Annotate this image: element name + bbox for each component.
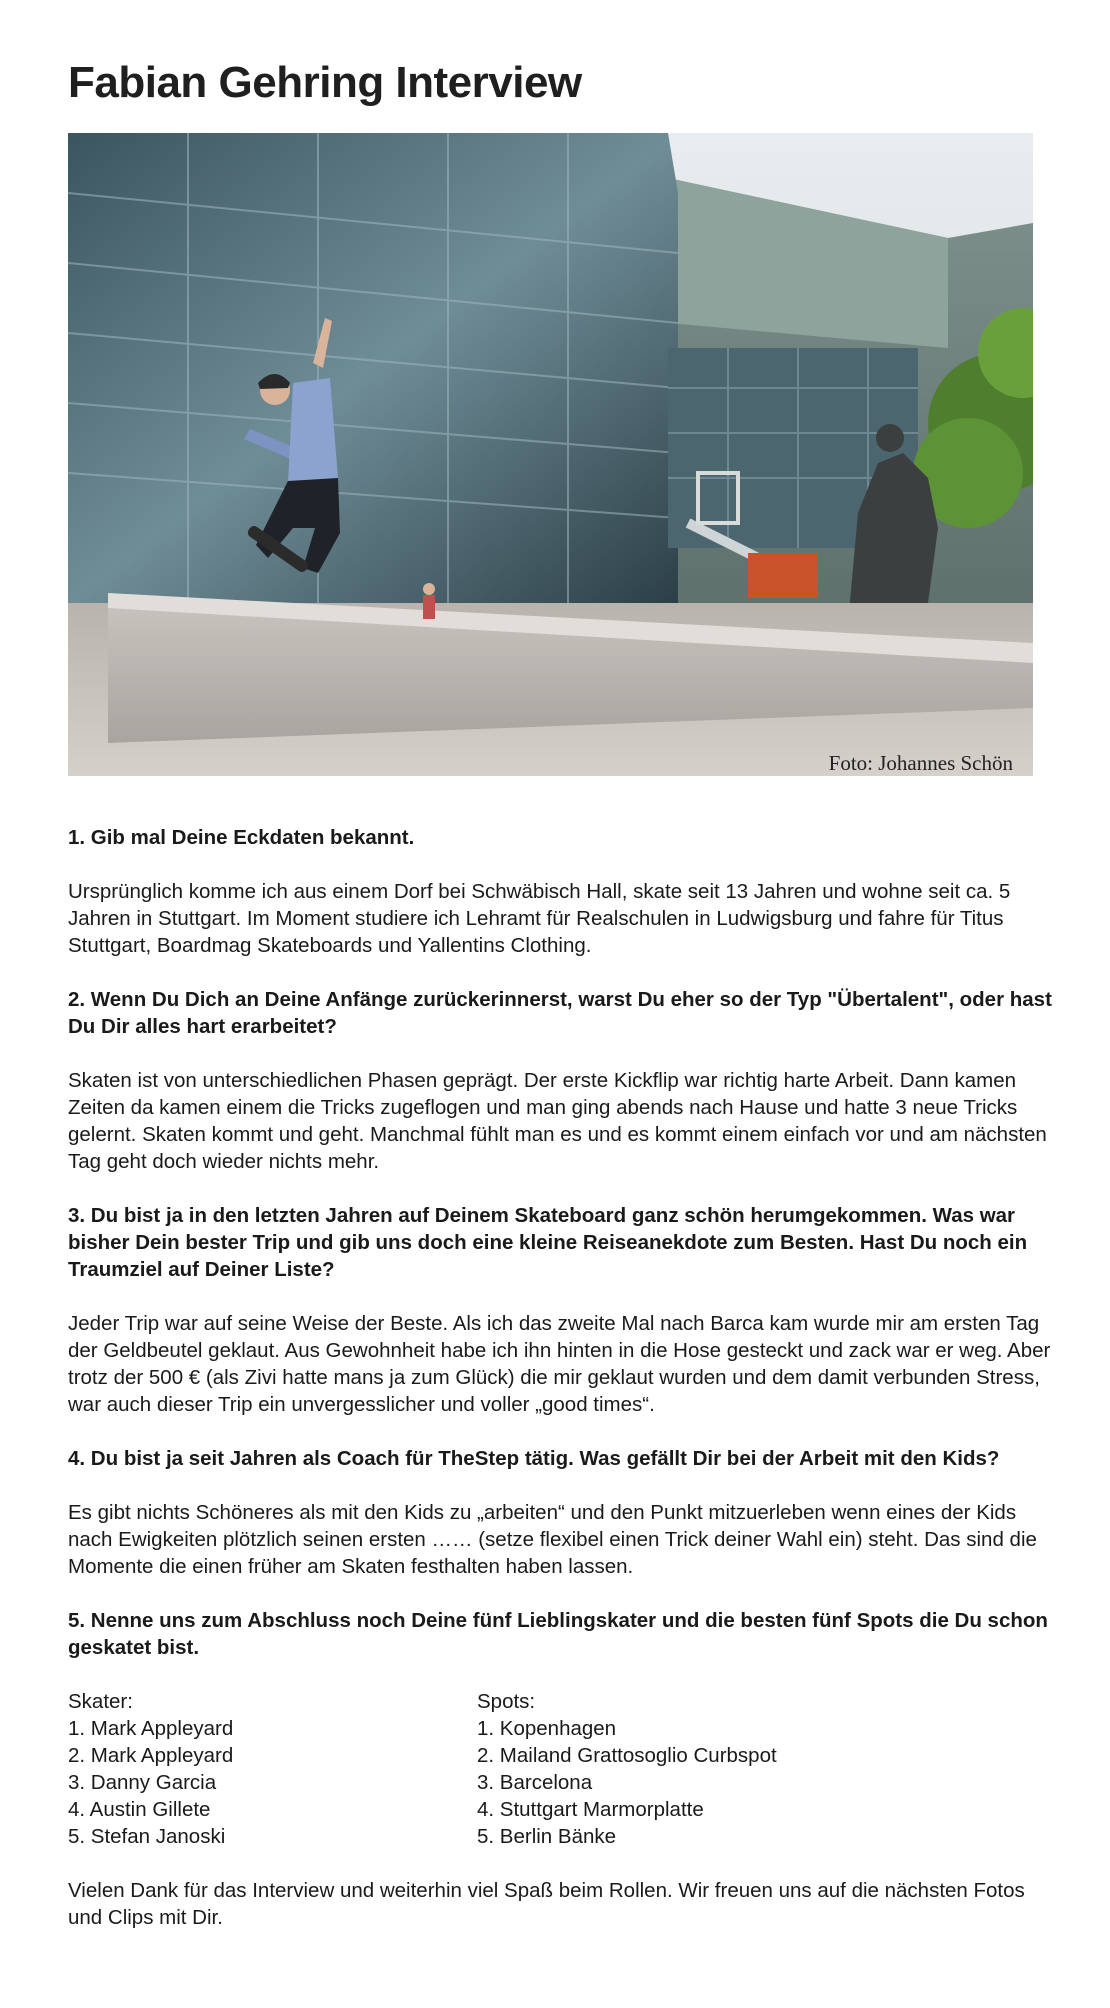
question-4: 4. Du bist ja seit Jahren als Coach für TheStep tätig. Was gefällt Dir bei der Arbeit mit den Kids? — [68, 1447, 1000, 1470]
list-item: 4. Stuttgart Marmorplatte — [477, 1798, 704, 1821]
list-item: 5. Stefan Janoski — [68, 1825, 226, 1848]
list-item: 2. Mark Appleyard — [68, 1744, 234, 1767]
list-item: 5. Berlin Bänke — [477, 1825, 617, 1848]
list-item: 3. Barcelona — [477, 1771, 593, 1794]
spots-list — [477, 1688, 1037, 1850]
list-item: 1. Mark Appleyard — [68, 1717, 234, 1740]
skate-photo — [68, 133, 1033, 776]
list-item: 2. Mailand Grattosoglio Curbspot — [477, 1744, 777, 1767]
answer-3: Jeder Trip war auf seine Weise der Beste. Als ich das zweite Mal nach Barca kam wurde mir am ersten Tag der Geldbeutel geklaut. Aus Gewohnheit habe ich ihn hinten in die Hose gesteckt und zack war er weg. Aber trotz der 500 € (als Zivi hatte mans ja zum Glück) die mir geklaut wurden und dem damit verbunden Stress, war auch dieser Trip ein unvergesslicher und voller „good times“. — [68, 1312, 1051, 1416]
interview-body — [68, 824, 1058, 1958]
question-3: 3. Du bist ja in den letzten Jahren auf Deinem Skateboard ganz schön herumgekommen. Was war bisher Dein bester Trip und gib uns doch eine kleine Reiseanekdote zum Besten. Hast Du noch ein Traumziel auf Deiner Liste? — [68, 1204, 1028, 1281]
question-1: 1. Gib mal Deine Eckdaten bekannt. — [68, 826, 415, 849]
skate-photo-illustration — [68, 133, 1033, 776]
question-2: 2. Wenn Du Dich an Deine Anfänge zurückerinnerst, warst Du eher so der Typ "Übertalent", oder hast Du Dir alles hart erarbeitet? — [68, 988, 1052, 1038]
answer-2: Skaten ist von unterschiedlichen Phasen geprägt. Der erste Kickflip war richtig harte Arbeit. Dann kamen Zeiten da kamen einem die Tricks zugeflogen und man ging abends nach Hause und hatte 3 neue Tricks gelernt. Skaten kommt und geht. Manchmal fühlt man es und es kommt einem einfach vor und am nächsten Tag geht doch wieder nichts mehr. — [68, 1069, 1047, 1173]
answer-4: Es gibt nichts Schöneres als mit den Kids zu „arbeiten“ und den Punkt mitzuerleben wenn eines der Kids nach Ewigkeiten plötzlich seinen ersten …… (setze flexibel einen Trick deiner Wahl ein) steht. Das sind die Momente die einen früher am Skaten festhalten haben lassen. — [68, 1501, 1037, 1578]
page-title: Fabian Gehring Interview — [68, 58, 582, 107]
list-item: 3. Danny Garcia — [68, 1771, 217, 1794]
photo-credit: Foto: Johannes Schön — [828, 751, 1013, 775]
skaters-heading: Skater: — [68, 1690, 133, 1713]
list-item: 4. Austin Gillete — [68, 1798, 211, 1821]
answer-1: Ursprünglich komme ich aus einem Dorf bei Schwäbisch Hall, skate seit 13 Jahren und wohne seit ca. 5 Jahren in Stuttgart. Im Moment studiere ich Lehramt für Realschulen in Ludwigsburg und fahre für Titus Stuttgart, Boardmag Skateboards und Yallentins Clothing. — [68, 880, 1011, 957]
question-5: 5. Nenne uns zum Abschluss noch Deine fünf Lieblingskater und die besten fünf Spots die Du schon geskatet bist. — [68, 1609, 1048, 1659]
skaters-list — [68, 1688, 477, 1850]
closing-text: Vielen Dank für das Interview und weiterhin viel Spaß beim Rollen. Wir freuen uns auf die nächsten Fotos und Clips mit Dir. — [68, 1879, 1025, 1929]
list-item: 1. Kopenhagen — [477, 1717, 617, 1740]
favorites-lists — [68, 1688, 1058, 1850]
spots-heading: Spots: — [477, 1690, 536, 1713]
